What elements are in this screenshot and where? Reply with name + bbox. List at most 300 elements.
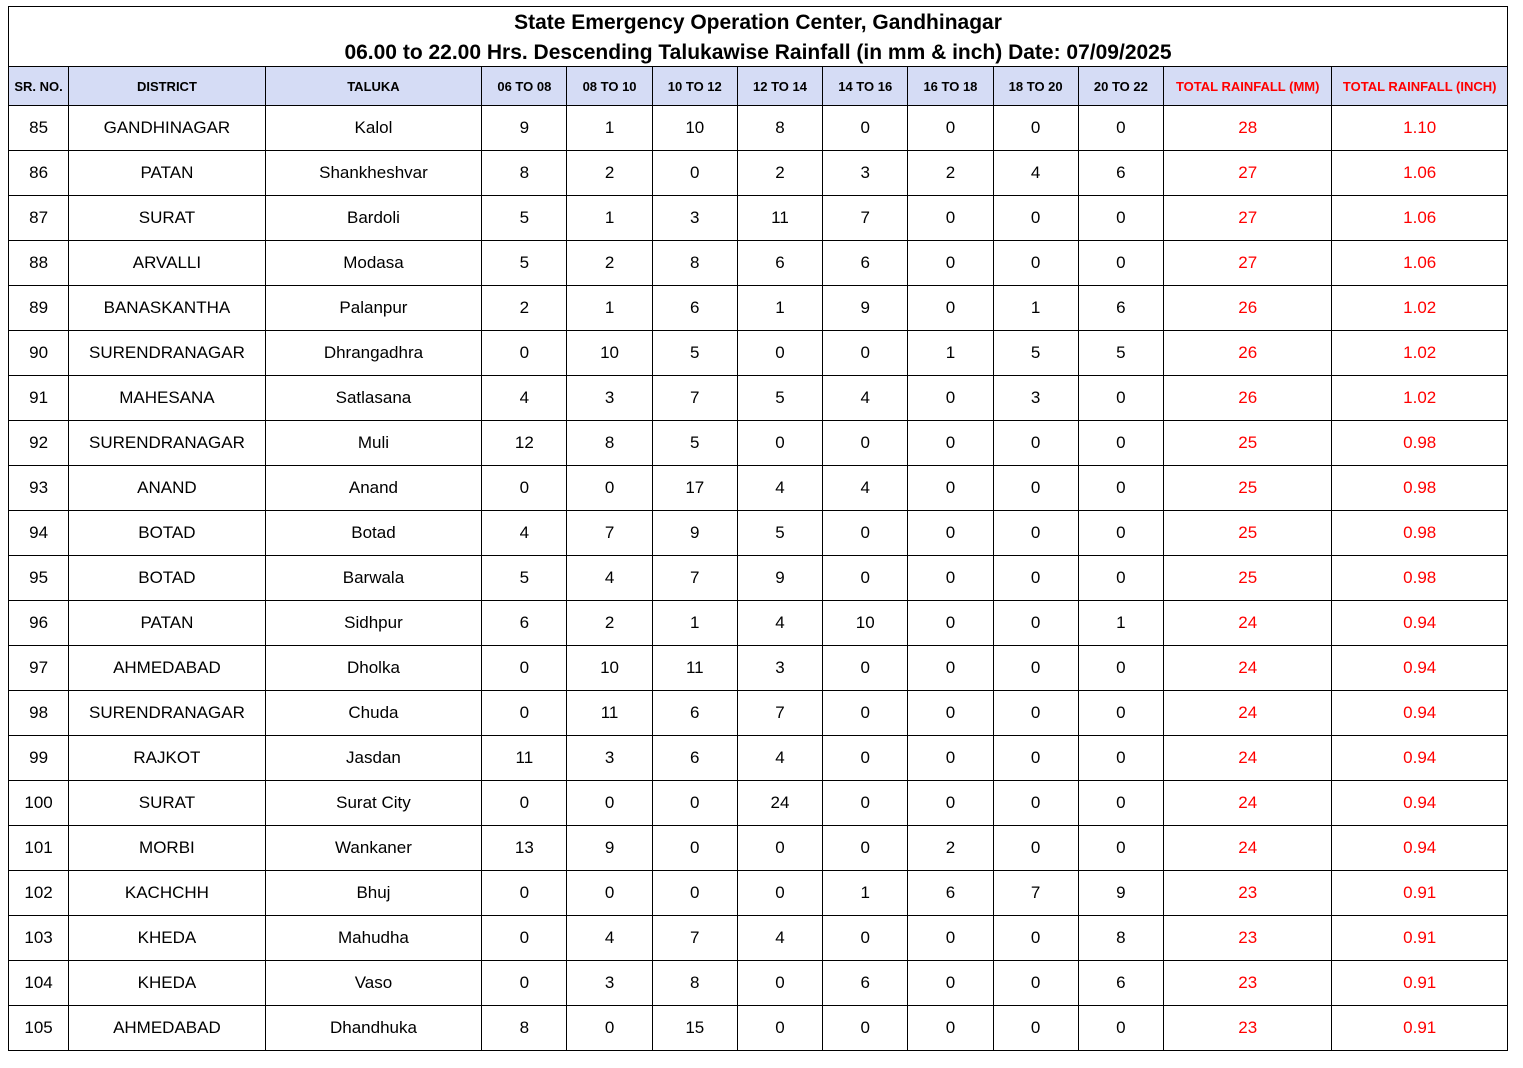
rain-14-16-cell: 0 (823, 826, 908, 871)
rain-06-08-cell: 11 (482, 736, 567, 781)
district-cell: SURENDRANAGAR (69, 331, 266, 376)
rainfall-report (8, 6, 1508, 1051)
total-inch-cell: 1.06 (1332, 151, 1508, 196)
rain-12-14-cell: 0 (737, 331, 822, 376)
rain-14-16-cell: 0 (823, 781, 908, 826)
table-row (9, 916, 1508, 961)
rain-06-08-cell: 8 (482, 151, 567, 196)
rain-12-14-cell: 24 (737, 781, 822, 826)
rain-12-14-cell: 3 (737, 646, 822, 691)
rain-20-22-cell: 0 (1078, 1006, 1163, 1051)
rain-20-22-cell: 6 (1078, 286, 1163, 331)
rain-18-20-cell: 7 (993, 871, 1078, 916)
rain-10-12-cell: 7 (652, 376, 737, 421)
taluka-cell: Satlasana (265, 376, 482, 421)
rain-16-18-cell: 0 (908, 421, 993, 466)
total-inch-cell: 0.98 (1332, 556, 1508, 601)
rain-16-18-cell: 0 (908, 286, 993, 331)
header-district: DISTRICT (69, 67, 266, 106)
report-title: State Emergency Operation Center, Gandhinagar (514, 11, 1002, 34)
rain-08-10-cell: 3 (567, 961, 652, 1006)
taluka-cell: Dhandhuka (265, 1006, 482, 1051)
rain-12-14-cell: 7 (737, 691, 822, 736)
district-cell: GANDHINAGAR (69, 106, 266, 151)
district-cell: AHMEDABAD (69, 646, 266, 691)
total-mm-cell: 25 (1163, 556, 1331, 601)
rain-08-10-cell: 2 (567, 151, 652, 196)
rain-18-20-cell: 1 (993, 286, 1078, 331)
rain-06-08-cell: 13 (482, 826, 567, 871)
rain-10-12-cell: 6 (652, 691, 737, 736)
rain-10-12-cell: 17 (652, 466, 737, 511)
total-inch-cell: 1.02 (1332, 331, 1508, 376)
district-cell: PATAN (69, 601, 266, 646)
rain-18-20-cell: 0 (993, 1006, 1078, 1051)
rain-10-12-cell: 0 (652, 151, 737, 196)
rain-10-12-cell: 0 (652, 781, 737, 826)
rain-08-10-cell: 3 (567, 376, 652, 421)
taluka-cell: Dhrangadhra (265, 331, 482, 376)
rain-14-16-cell: 0 (823, 916, 908, 961)
rain-10-12-cell: 7 (652, 916, 737, 961)
total-mm-cell: 26 (1163, 286, 1331, 331)
taluka-cell: Jasdan (265, 736, 482, 781)
rain-16-18-cell: 0 (908, 376, 993, 421)
rain-12-14-cell: 2 (737, 151, 822, 196)
rain-20-22-cell: 9 (1078, 871, 1163, 916)
table-row (9, 826, 1508, 871)
district-cell: AHMEDABAD (69, 1006, 266, 1051)
rain-08-10-cell: 0 (567, 1006, 652, 1051)
rain-20-22-cell: 5 (1078, 331, 1163, 376)
rain-10-12-cell: 8 (652, 961, 737, 1006)
sr-no-cell: 93 (9, 466, 69, 511)
sr-no-cell: 96 (9, 601, 69, 646)
rain-08-10-cell: 4 (567, 556, 652, 601)
rain-14-16-cell: 10 (823, 601, 908, 646)
rain-18-20-cell: 0 (993, 916, 1078, 961)
rain-08-10-cell: 10 (567, 646, 652, 691)
rain-06-08-cell: 0 (482, 331, 567, 376)
total-mm-cell: 24 (1163, 601, 1331, 646)
rain-12-14-cell: 0 (737, 961, 822, 1006)
rain-16-18-cell: 0 (908, 466, 993, 511)
rain-18-20-cell: 0 (993, 421, 1078, 466)
total-inch-cell: 1.10 (1332, 106, 1508, 151)
rain-20-22-cell: 0 (1078, 421, 1163, 466)
total-inch-cell: 0.94 (1332, 781, 1508, 826)
rain-14-16-cell: 0 (823, 106, 908, 151)
rain-08-10-cell: 9 (567, 826, 652, 871)
district-cell: KACHCHH (69, 871, 266, 916)
rain-18-20-cell: 4 (993, 151, 1078, 196)
table-row (9, 1006, 1508, 1051)
rain-14-16-cell: 6 (823, 961, 908, 1006)
district-cell: SURENDRANAGAR (69, 691, 266, 736)
rain-18-20-cell: 0 (993, 511, 1078, 556)
sr-no-cell: 92 (9, 421, 69, 466)
rain-20-22-cell: 8 (1078, 916, 1163, 961)
table-row (9, 556, 1508, 601)
rain-20-22-cell: 0 (1078, 196, 1163, 241)
taluka-cell: Kalol (265, 106, 482, 151)
rain-08-10-cell: 4 (567, 916, 652, 961)
rain-08-10-cell: 8 (567, 421, 652, 466)
rain-10-12-cell: 0 (652, 871, 737, 916)
rain-08-10-cell: 0 (567, 871, 652, 916)
rain-06-08-cell: 0 (482, 781, 567, 826)
table-row (9, 871, 1508, 916)
sr-no-cell: 100 (9, 781, 69, 826)
rain-12-14-cell: 0 (737, 1006, 822, 1051)
rain-14-16-cell: 0 (823, 331, 908, 376)
rain-08-10-cell: 2 (567, 601, 652, 646)
total-mm-cell: 23 (1163, 916, 1331, 961)
rain-10-12-cell: 15 (652, 1006, 737, 1051)
taluka-cell: Muli (265, 421, 482, 466)
rain-06-08-cell: 0 (482, 871, 567, 916)
rain-18-20-cell: 5 (993, 331, 1078, 376)
sr-no-cell: 89 (9, 286, 69, 331)
rain-06-08-cell: 4 (482, 511, 567, 556)
sr-no-cell: 86 (9, 151, 69, 196)
taluka-cell: Bhuj (265, 871, 482, 916)
rain-16-18-cell: 1 (908, 331, 993, 376)
rain-14-16-cell: 0 (823, 421, 908, 466)
rain-14-16-cell: 0 (823, 646, 908, 691)
rain-12-14-cell: 11 (737, 196, 822, 241)
rain-14-16-cell: 0 (823, 556, 908, 601)
rain-10-12-cell: 8 (652, 241, 737, 286)
rain-20-22-cell: 0 (1078, 466, 1163, 511)
total-mm-cell: 25 (1163, 466, 1331, 511)
rain-12-14-cell: 4 (737, 916, 822, 961)
rain-14-16-cell: 3 (823, 151, 908, 196)
rain-20-22-cell: 0 (1078, 826, 1163, 871)
rain-10-12-cell: 3 (652, 196, 737, 241)
rain-06-08-cell: 9 (482, 106, 567, 151)
rain-12-14-cell: 9 (737, 556, 822, 601)
total-mm-cell: 23 (1163, 871, 1331, 916)
rain-12-14-cell: 4 (737, 601, 822, 646)
sr-no-cell: 88 (9, 241, 69, 286)
total-inch-cell: 0.94 (1332, 736, 1508, 781)
table-row (9, 376, 1508, 421)
rain-06-08-cell: 6 (482, 601, 567, 646)
total-inch-cell: 1.02 (1332, 376, 1508, 421)
taluka-cell: Vaso (265, 961, 482, 1006)
sr-no-cell: 91 (9, 376, 69, 421)
rain-18-20-cell: 0 (993, 241, 1078, 286)
table-row (9, 286, 1508, 331)
district-cell: SURAT (69, 781, 266, 826)
rain-16-18-cell: 2 (908, 826, 993, 871)
rain-10-12-cell: 11 (652, 646, 737, 691)
header-14-to-16: 14 TO 16 (823, 67, 908, 106)
rain-12-14-cell: 5 (737, 376, 822, 421)
rain-18-20-cell: 0 (993, 826, 1078, 871)
rain-08-10-cell: 0 (567, 466, 652, 511)
rain-06-08-cell: 4 (482, 376, 567, 421)
header-taluka: TALUKA (265, 67, 482, 106)
rain-16-18-cell: 0 (908, 241, 993, 286)
rain-14-16-cell: 4 (823, 466, 908, 511)
rain-16-18-cell: 0 (908, 781, 993, 826)
sr-no-cell: 104 (9, 961, 69, 1006)
rain-14-16-cell: 0 (823, 691, 908, 736)
taluka-cell: Shankheshvar (265, 151, 482, 196)
taluka-cell: Dholka (265, 646, 482, 691)
rain-20-22-cell: 0 (1078, 646, 1163, 691)
rain-06-08-cell: 12 (482, 421, 567, 466)
taluka-cell: Surat City (265, 781, 482, 826)
district-cell: PATAN (69, 151, 266, 196)
rain-20-22-cell: 0 (1078, 241, 1163, 286)
total-mm-cell: 24 (1163, 781, 1331, 826)
rain-12-14-cell: 8 (737, 106, 822, 151)
table-row (9, 736, 1508, 781)
rain-06-08-cell: 5 (482, 196, 567, 241)
total-mm-cell: 25 (1163, 421, 1331, 466)
rain-06-08-cell: 0 (482, 961, 567, 1006)
table-row (9, 196, 1508, 241)
rain-16-18-cell: 0 (908, 601, 993, 646)
rain-12-14-cell: 4 (737, 466, 822, 511)
header-18-to-20: 18 TO 20 (993, 67, 1078, 106)
sr-no-cell: 85 (9, 106, 69, 151)
rain-10-12-cell: 7 (652, 556, 737, 601)
sr-no-cell: 95 (9, 556, 69, 601)
rain-16-18-cell: 0 (908, 556, 993, 601)
rain-08-10-cell: 3 (567, 736, 652, 781)
rain-16-18-cell: 0 (908, 1006, 993, 1051)
taluka-cell: Chuda (265, 691, 482, 736)
rain-18-20-cell: 0 (993, 736, 1078, 781)
rain-08-10-cell: 1 (567, 106, 652, 151)
rain-14-16-cell: 0 (823, 511, 908, 556)
total-mm-cell: 25 (1163, 511, 1331, 556)
rain-06-08-cell: 0 (482, 466, 567, 511)
total-inch-cell: 1.02 (1332, 286, 1508, 331)
district-cell: MORBI (69, 826, 266, 871)
rain-10-12-cell: 5 (652, 421, 737, 466)
header-total-inch: TOTAL RAINFALL (INCH) (1332, 67, 1508, 106)
rain-06-08-cell: 0 (482, 646, 567, 691)
rain-18-20-cell: 0 (993, 961, 1078, 1006)
rain-08-10-cell: 1 (567, 286, 652, 331)
total-inch-cell: 0.91 (1332, 1006, 1508, 1051)
table-row (9, 466, 1508, 511)
rain-20-22-cell: 0 (1078, 511, 1163, 556)
table-body (9, 106, 1508, 1051)
rain-20-22-cell: 6 (1078, 961, 1163, 1006)
rain-18-20-cell: 0 (993, 466, 1078, 511)
taluka-cell: Palanpur (265, 286, 482, 331)
rain-16-18-cell: 0 (908, 961, 993, 1006)
sr-no-cell: 90 (9, 331, 69, 376)
rain-16-18-cell: 0 (908, 691, 993, 736)
table-row (9, 691, 1508, 736)
rain-10-12-cell: 1 (652, 601, 737, 646)
taluka-cell: Sidhpur (265, 601, 482, 646)
rain-06-08-cell: 8 (482, 1006, 567, 1051)
rain-06-08-cell: 5 (482, 556, 567, 601)
rain-16-18-cell: 0 (908, 511, 993, 556)
total-mm-cell: 27 (1163, 151, 1331, 196)
total-inch-cell: 0.98 (1332, 511, 1508, 556)
rain-16-18-cell: 0 (908, 736, 993, 781)
district-cell: MAHESANA (69, 376, 266, 421)
rain-10-12-cell: 0 (652, 826, 737, 871)
district-cell: KHEDA (69, 916, 266, 961)
rain-18-20-cell: 0 (993, 556, 1078, 601)
district-cell: RAJKOT (69, 736, 266, 781)
rain-06-08-cell: 0 (482, 691, 567, 736)
rain-14-16-cell: 6 (823, 241, 908, 286)
table-header-row (9, 67, 1508, 106)
header-08-to-10: 08 TO 10 (567, 67, 652, 106)
rain-14-16-cell: 1 (823, 871, 908, 916)
rain-14-16-cell: 0 (823, 736, 908, 781)
district-cell: ARVALLI (69, 241, 266, 286)
rain-20-22-cell: 6 (1078, 151, 1163, 196)
rain-18-20-cell: 0 (993, 691, 1078, 736)
sr-no-cell: 97 (9, 646, 69, 691)
sr-no-cell: 94 (9, 511, 69, 556)
report-subtitle: 06.00 to 22.00 Hrs. Descending Talukawise Rainfall (in mm & inch) Date: 07/09/2025 (344, 41, 1172, 64)
table-row (9, 421, 1508, 466)
table-row (9, 331, 1508, 376)
table-row (9, 646, 1508, 691)
rain-14-16-cell: 7 (823, 196, 908, 241)
rain-12-14-cell: 0 (737, 871, 822, 916)
table-row (9, 106, 1508, 151)
rain-18-20-cell: 3 (993, 376, 1078, 421)
total-inch-cell: 0.94 (1332, 691, 1508, 736)
rain-06-08-cell: 5 (482, 241, 567, 286)
rain-20-22-cell: 1 (1078, 601, 1163, 646)
taluka-cell: Wankaner (265, 826, 482, 871)
rain-10-12-cell: 6 (652, 286, 737, 331)
rain-20-22-cell: 0 (1078, 556, 1163, 601)
rain-14-16-cell: 0 (823, 1006, 908, 1051)
total-mm-cell: 27 (1163, 196, 1331, 241)
rain-20-22-cell: 0 (1078, 781, 1163, 826)
total-mm-cell: 28 (1163, 106, 1331, 151)
total-inch-cell: 0.98 (1332, 421, 1508, 466)
rain-08-10-cell: 7 (567, 511, 652, 556)
table-row (9, 241, 1508, 286)
total-mm-cell: 27 (1163, 241, 1331, 286)
rain-20-22-cell: 0 (1078, 376, 1163, 421)
header-12-to-14: 12 TO 14 (737, 67, 822, 106)
rain-14-16-cell: 9 (823, 286, 908, 331)
table-row (9, 151, 1508, 196)
rain-12-14-cell: 5 (737, 511, 822, 556)
rain-14-16-cell: 4 (823, 376, 908, 421)
rain-10-12-cell: 10 (652, 106, 737, 151)
taluka-cell: Mahudha (265, 916, 482, 961)
district-cell: KHEDA (69, 961, 266, 1006)
total-inch-cell: 0.94 (1332, 646, 1508, 691)
rain-18-20-cell: 0 (993, 106, 1078, 151)
total-inch-cell: 0.91 (1332, 871, 1508, 916)
sr-no-cell: 103 (9, 916, 69, 961)
sr-no-cell: 102 (9, 871, 69, 916)
total-inch-cell: 0.94 (1332, 826, 1508, 871)
sr-no-cell: 98 (9, 691, 69, 736)
rain-08-10-cell: 2 (567, 241, 652, 286)
rain-08-10-cell: 1 (567, 196, 652, 241)
rain-18-20-cell: 0 (993, 196, 1078, 241)
rain-16-18-cell: 0 (908, 646, 993, 691)
report-title-block (8, 6, 1508, 66)
total-inch-cell: 0.91 (1332, 916, 1508, 961)
taluka-cell: Botad (265, 511, 482, 556)
total-inch-cell: 0.91 (1332, 961, 1508, 1006)
rain-16-18-cell: 0 (908, 106, 993, 151)
taluka-cell: Bardoli (265, 196, 482, 241)
district-cell: BOTAD (69, 556, 266, 601)
rain-16-18-cell: 2 (908, 151, 993, 196)
header-sr-no: SR. NO. (9, 67, 69, 106)
sr-no-cell: 105 (9, 1006, 69, 1051)
table-row (9, 961, 1508, 1006)
rain-08-10-cell: 11 (567, 691, 652, 736)
total-mm-cell: 24 (1163, 691, 1331, 736)
rain-08-10-cell: 10 (567, 331, 652, 376)
total-mm-cell: 24 (1163, 736, 1331, 781)
rain-10-12-cell: 5 (652, 331, 737, 376)
rain-10-12-cell: 9 (652, 511, 737, 556)
rain-08-10-cell: 0 (567, 781, 652, 826)
total-mm-cell: 26 (1163, 376, 1331, 421)
header-16-to-18: 16 TO 18 (908, 67, 993, 106)
rain-18-20-cell: 0 (993, 781, 1078, 826)
sr-no-cell: 101 (9, 826, 69, 871)
rain-12-14-cell: 6 (737, 241, 822, 286)
district-cell: SURENDRANAGAR (69, 421, 266, 466)
rain-10-12-cell: 6 (652, 736, 737, 781)
district-cell: BANASKANTHA (69, 286, 266, 331)
header-06-to-08: 06 TO 08 (482, 67, 567, 106)
total-inch-cell: 0.94 (1332, 601, 1508, 646)
rain-20-22-cell: 0 (1078, 736, 1163, 781)
header-10-to-12: 10 TO 12 (652, 67, 737, 106)
total-mm-cell: 24 (1163, 826, 1331, 871)
taluka-cell: Barwala (265, 556, 482, 601)
rain-06-08-cell: 2 (482, 286, 567, 331)
total-inch-cell: 1.06 (1332, 196, 1508, 241)
taluka-cell: Modasa (265, 241, 482, 286)
total-mm-cell: 23 (1163, 1006, 1331, 1051)
rain-12-14-cell: 0 (737, 421, 822, 466)
rain-12-14-cell: 0 (737, 826, 822, 871)
rain-18-20-cell: 0 (993, 646, 1078, 691)
total-inch-cell: 0.98 (1332, 466, 1508, 511)
sr-no-cell: 99 (9, 736, 69, 781)
taluka-cell: Anand (265, 466, 482, 511)
rain-20-22-cell: 0 (1078, 106, 1163, 151)
rain-16-18-cell: 0 (908, 196, 993, 241)
rainfall-table (8, 66, 1508, 1051)
rain-16-18-cell: 6 (908, 871, 993, 916)
total-inch-cell: 1.06 (1332, 241, 1508, 286)
rain-12-14-cell: 1 (737, 286, 822, 331)
total-mm-cell: 26 (1163, 331, 1331, 376)
table-row (9, 781, 1508, 826)
rain-20-22-cell: 0 (1078, 691, 1163, 736)
